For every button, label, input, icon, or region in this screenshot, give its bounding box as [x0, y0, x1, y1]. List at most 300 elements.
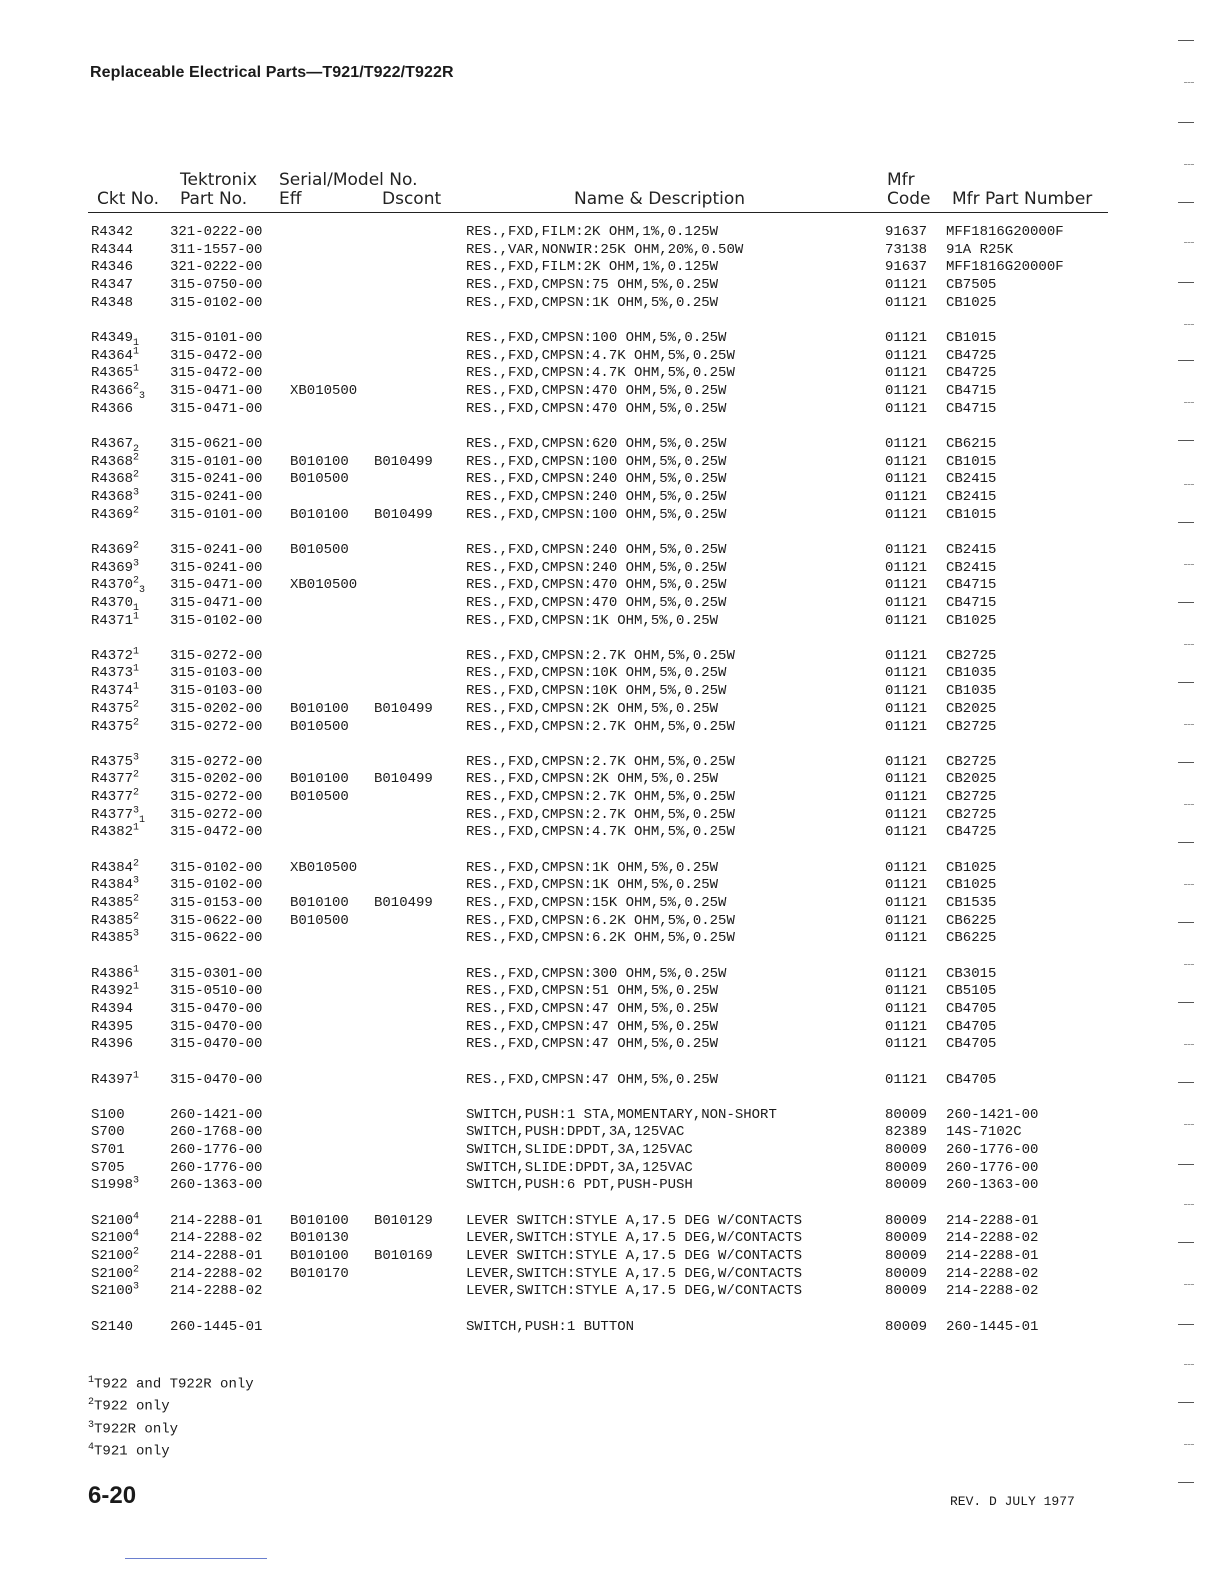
mfr-code: 01121 [885, 577, 928, 594]
tek-part-no: 315-0470-00 [170, 1018, 263, 1035]
mfr-part-number: CB6225 [946, 912, 997, 929]
table-row [0, 489, 1224, 507]
mfr-part-number: CB1025 [946, 294, 997, 311]
footnote-sup: 3 [133, 1175, 140, 1187]
row-group [0, 436, 1224, 524]
mfr-part-number: CB4725 [946, 365, 997, 382]
serial-eff: B010100 [290, 506, 349, 523]
tek-part-no: 315-0301-00 [170, 965, 263, 982]
mfr-code: 01121 [885, 471, 928, 488]
serial-eff: B010500 [290, 718, 349, 735]
serial-eff: XB010500 [290, 859, 358, 876]
tek-part-no: 321-0222-00 [170, 259, 263, 276]
mfr-code: 01121 [885, 488, 928, 505]
mfr-part-number: 91A R25K [946, 241, 1014, 258]
mfr-part-number: CB7505 [946, 277, 997, 294]
ckt-no: R4364$^1$ [91, 345, 140, 364]
name-description: RES.,FXD,CMPSN:1K OHM,5%,0.25W [466, 877, 719, 894]
row-group [0, 542, 1224, 630]
tek-part-no: 315-0621-00 [170, 435, 263, 452]
table-row [0, 983, 1224, 1001]
mfr-code: 80009 [885, 1230, 928, 1247]
serial-eff: XB010500 [290, 383, 358, 399]
footnote-sup: 1 [133, 646, 140, 658]
table-row [0, 383, 1224, 401]
mfr-part-number: CB2725 [946, 647, 997, 664]
tek-part-no: 315-0471-00 [170, 577, 263, 594]
footnote [88, 1394, 254, 1416]
footnote-sup: 1 [133, 363, 140, 375]
footnote-sup: 2 [133, 893, 140, 905]
mfr-part-number: CB1535 [946, 895, 997, 911]
name-description: RES.,FXD,CMPSN:2K OHM,5%,0.25W [466, 771, 719, 788]
mfr-part-number: CB3015 [946, 965, 997, 982]
mfr-part-number: CB1025 [946, 612, 997, 629]
tek-part-no: 315-0471-00 [170, 594, 263, 611]
footnote-sub: 1 [133, 602, 140, 614]
table-row [0, 683, 1224, 701]
mfr-part-number: CB4715 [946, 400, 997, 417]
header-mfr-part-number: Mfr Part Number [952, 189, 1093, 209]
tek-part-no: 315-0101-00 [170, 329, 263, 346]
ckt-no: R4344 [91, 241, 134, 258]
footnote-sup: 1 [133, 663, 140, 675]
mfr-code: 01121 [885, 789, 928, 806]
name-description: RES.,FXD,CMPSN:2.7K OHM,5%,0.25W [466, 647, 735, 664]
name-description: RES.,FXD,CMPSN:4.7K OHM,5%,0.25W [466, 347, 735, 364]
table-row [0, 665, 1224, 683]
mfr-code: 01121 [885, 435, 928, 452]
mfr-part-number: CB4705 [946, 1071, 997, 1088]
ckt-no: R4369$^3$ [91, 557, 140, 576]
mfr-code: 01121 [885, 383, 928, 399]
ckt-no: R4396 [91, 1036, 134, 1053]
table-row [0, 610, 1224, 631]
ckt-no: R4395 [91, 1018, 134, 1035]
table-row [0, 330, 1224, 348]
tek-part-no: 315-0622-00 [170, 912, 263, 929]
footnote-sup: 2 [133, 1264, 140, 1276]
table-row [0, 401, 1224, 419]
row-group [0, 1069, 1224, 1090]
footnote-sub: 2 [133, 443, 140, 455]
mfr-code: 01121 [885, 294, 928, 311]
name-description: RES.,FXD,CMPSN:10K OHM,5%,0.25W [466, 665, 727, 682]
mfr-part-number: 214-2288-02 [946, 1283, 1039, 1300]
ckt-no: R4384$^2$ [91, 857, 140, 876]
row-group [0, 224, 1224, 312]
tek-part-no: 315-0153-00 [170, 895, 263, 911]
name-description: RES.,FXD,CMPSN:47 OHM,5%,0.25W [466, 1018, 719, 1035]
serial-eff: B010100 [290, 771, 349, 788]
ckt-no: R4375$^2$ [91, 716, 140, 735]
mfr-code: 01121 [885, 912, 928, 929]
table-row [0, 242, 1224, 260]
footnote-sup: 2 [133, 469, 140, 481]
table-row [0, 224, 1224, 242]
footnote-sup: 2 [133, 769, 140, 781]
table-row [0, 1230, 1224, 1248]
tek-part-no: 315-0470-00 [170, 1000, 263, 1017]
mfr-code: 01121 [885, 665, 928, 682]
name-description: RES.,FXD,CMPSN:6.2K OHM,5%,0.25W [466, 912, 735, 929]
ckt-no: R4348 [91, 294, 134, 311]
mfr-part-number: CB2025 [946, 771, 997, 788]
serial-dscont: B010129 [374, 1212, 433, 1229]
footnote-sup: 3 [133, 805, 140, 817]
row-group [0, 1319, 1224, 1337]
tek-part-no: 315-0471-00 [170, 383, 263, 399]
table-row [0, 542, 1224, 560]
tek-part-no: 214-2288-01 [170, 1212, 263, 1229]
mfr-code: 01121 [885, 506, 928, 523]
tek-part-no: 214-2288-02 [170, 1230, 263, 1247]
mfr-part-number: CB2415 [946, 559, 997, 576]
table-row [0, 807, 1224, 825]
mfr-part-number: CB1015 [946, 453, 997, 470]
ckt-no: $R4367_2$ [91, 435, 140, 455]
name-description: RES.,FXD,CMPSN:2K OHM,5%,0.25W [466, 700, 719, 717]
mfr-code: 01121 [885, 277, 928, 294]
scan-margin-marks [1154, 30, 1194, 1550]
table-row [0, 504, 1224, 525]
ckt-no: S2100$^4$ [91, 1228, 140, 1247]
name-description: RES.,FXD,CMPSN:6.2K OHM,5%,0.25W [466, 930, 735, 947]
serial-eff: XB010500 [290, 577, 358, 594]
mfr-part-number: CB1015 [946, 506, 997, 523]
tek-part-no: 260-1445-01 [170, 1318, 263, 1335]
ckt-no: R4372$^1$ [91, 646, 140, 664]
table-row [0, 1107, 1224, 1125]
ckt-no: R4394 [91, 1000, 134, 1017]
tek-part-no: 315-0510-00 [170, 983, 263, 1000]
table-row [0, 451, 1224, 472]
footnote-sub: 1 [139, 814, 146, 826]
mfr-code: 01121 [885, 983, 928, 1000]
footnote-sup: 2 [133, 716, 140, 728]
serial-eff: B010500 [290, 789, 349, 806]
header-serial-model: Serial/Model No. [279, 170, 418, 190]
table-row [0, 471, 1224, 489]
mfr-part-number: 14S-7102C [946, 1124, 1022, 1141]
mfr-code: 91637 [885, 224, 928, 240]
footnote [88, 1417, 254, 1439]
serial-dscont: B010499 [374, 700, 433, 717]
ckt-no: S2100$^4$ [91, 1210, 140, 1229]
serial-eff: B010100 [290, 700, 349, 717]
table-row [0, 595, 1224, 613]
row-group [0, 1107, 1224, 1195]
table-row [0, 824, 1224, 842]
table-row [0, 857, 1224, 878]
footnote-sup: 2 [133, 911, 140, 923]
mfr-part-number: 260-1776-00 [946, 1142, 1039, 1159]
footnote-text: T922 and T922R only [94, 1376, 254, 1393]
ckt-no: $R4370^2_3$ [91, 575, 146, 596]
header-mfr: Mfr [887, 170, 915, 190]
mfr-part-number: CB5105 [946, 983, 997, 1000]
footnote-number: 2 [88, 1397, 95, 1409]
name-description: SWITCH,PUSH:1 BUTTON [466, 1318, 635, 1335]
tek-part-no: 214-2288-02 [170, 1265, 263, 1282]
name-description: SWITCH,SLIDE:DPDT,3A,125VAC [466, 1159, 693, 1176]
table-row [0, 1210, 1224, 1231]
mfr-part-number: 260-1445-01 [946, 1318, 1039, 1335]
mfr-code: 01121 [885, 859, 928, 876]
mfr-code: 80009 [885, 1318, 928, 1335]
footnote-sup: 2 [133, 699, 140, 711]
mfr-part-number: CB4715 [946, 594, 997, 611]
tek-part-no: 315-0241-00 [170, 559, 263, 576]
name-description: RES.,FXD,CMPSN:2.7K OHM,5%,0.25W [466, 789, 735, 806]
mfr-part-number: CB4705 [946, 1000, 997, 1017]
mfr-part-number: CB2725 [946, 753, 997, 770]
tek-part-no: 214-2288-02 [170, 1283, 263, 1300]
tek-part-no: 315-0102-00 [170, 859, 263, 876]
tek-part-no: 315-0272-00 [170, 647, 263, 664]
name-description: RES.,FXD,CMPSN:300 OHM,5%,0.25W [466, 965, 727, 982]
mfr-code: 80009 [885, 1142, 928, 1159]
table-row [0, 895, 1224, 913]
footnote-sup: 1 [133, 610, 140, 622]
ckt-no: $R4366^2_3$ [91, 381, 146, 402]
serial-dscont: B010499 [374, 771, 433, 788]
ckt-no: $R4377^3_1$ [91, 805, 146, 826]
mfr-code: 01121 [885, 683, 928, 700]
mfr-code: 01121 [885, 771, 928, 788]
page-number: 6-20 [88, 1482, 137, 1509]
name-description: RES.,FXD,CMPSN:470 OHM,5%,0.25W [466, 577, 727, 594]
name-description: RES.,FXD,CMPSN:10K OHM,5%,0.25W [466, 683, 727, 700]
mfr-part-number: CB4715 [946, 383, 997, 399]
ckt-no: R4369$^2$ [91, 540, 140, 558]
serial-dscont: B010499 [374, 895, 433, 911]
table-row [0, 648, 1224, 666]
name-description: RES.,FXD,CMPSN:15K OHM,5%,0.25W [466, 895, 727, 911]
footnote-sup: 2 [133, 381, 140, 393]
tek-part-no: 315-0202-00 [170, 771, 263, 788]
name-description: RES.,FXD,CMPSN:47 OHM,5%,0.25W [466, 1071, 719, 1088]
row-group [0, 330, 1224, 418]
tek-part-no: 315-0272-00 [170, 718, 263, 735]
ckt-no: R4397$^1$ [91, 1069, 140, 1088]
name-description: RES.,FXD,CMPSN:240 OHM,5%,0.25W [466, 471, 727, 488]
name-description: RES.,FXD,CMPSN:75 OHM,5%,0.25W [466, 277, 719, 294]
tek-part-no: 315-0272-00 [170, 789, 263, 806]
tek-part-no: 315-0470-00 [170, 1071, 263, 1088]
name-description: RES.,VAR,NONWIR:25K OHM,20%,0.50W [466, 241, 744, 258]
name-description: SWITCH,PUSH:1 STA,MOMENTARY,NON-SHORT [466, 1106, 777, 1123]
tek-part-no: 315-0241-00 [170, 488, 263, 505]
mfr-code: 01121 [885, 1018, 928, 1035]
mfr-code: 80009 [885, 1212, 928, 1229]
mfr-code: 80009 [885, 1106, 928, 1123]
footnote-sup: 2 [133, 451, 140, 463]
mfr-part-number: 260-1776-00 [946, 1159, 1039, 1176]
mfr-code: 01121 [885, 895, 928, 911]
mfr-part-number: CB4715 [946, 577, 997, 594]
mfr-code: 01121 [885, 594, 928, 611]
table-row [0, 1019, 1224, 1037]
parts-table [0, 224, 1224, 1354]
name-description: SWITCH,PUSH:6 PDT,PUSH-PUSH [466, 1177, 693, 1194]
name-description: RES.,FXD,CMPSN:470 OHM,5%,0.25W [466, 383, 727, 399]
table-row [0, 1319, 1224, 1337]
table-row [0, 1124, 1224, 1142]
tek-part-no: 315-0272-00 [170, 806, 263, 823]
name-description: RES.,FXD,CMPSN:1K OHM,5%,0.25W [466, 859, 719, 876]
mfr-code: 80009 [885, 1265, 928, 1282]
ckt-no: S705 [91, 1159, 125, 1176]
mfr-code: 01121 [885, 612, 928, 629]
footnote-sub: 3 [139, 390, 146, 402]
tek-part-no: 315-0472-00 [170, 365, 263, 382]
mfr-part-number: CB2725 [946, 806, 997, 823]
bottom-rule [125, 1558, 267, 1559]
name-description: RES.,FXD,CMPSN:100 OHM,5%,0.25W [466, 329, 727, 346]
table-row [0, 1001, 1224, 1019]
footnote-sup: 2 [133, 857, 140, 869]
name-description: RES.,FXD,CMPSN:470 OHM,5%,0.25W [466, 400, 727, 417]
mfr-part-number: CB1025 [946, 859, 997, 876]
footnote-text: T922 only [94, 1398, 170, 1415]
footnote-sup: 3 [133, 557, 140, 569]
ckt-no: S700 [91, 1124, 125, 1141]
ckt-no: R4368$^2$ [91, 469, 140, 488]
name-description: RES.,FXD,CMPSN:470 OHM,5%,0.25W [466, 594, 727, 611]
mfr-code: 01121 [885, 930, 928, 947]
table-row [0, 277, 1224, 295]
tek-part-no: 260-1776-00 [170, 1142, 263, 1159]
mfr-code: 80009 [885, 1283, 928, 1300]
tek-part-no: 315-0622-00 [170, 930, 263, 947]
ckt-no: R4375$^3$ [91, 752, 140, 770]
footnote-sup: 3 [133, 752, 140, 764]
serial-eff: B010100 [290, 1212, 349, 1229]
tek-part-no: 315-0101-00 [170, 506, 263, 523]
table-row [0, 1160, 1224, 1178]
footnote [88, 1372, 254, 1394]
name-description: RES.,FXD,CMPSN:1K OHM,5%,0.25W [466, 294, 719, 311]
footnote-sup: 1 [133, 822, 140, 834]
name-description: LEVER,SWITCH:STYLE A,17.5 DEG,W/CONTACTS [466, 1265, 803, 1282]
name-description: RES.,FXD,FILM:2K OHM,1%,0.125W [466, 224, 719, 240]
table-row [0, 365, 1224, 383]
ckt-no: R4377$^2$ [91, 769, 140, 788]
mfr-code: 80009 [885, 1159, 928, 1176]
ckt-no: R4365$^1$ [91, 363, 140, 382]
mfr-part-number: MFF1816G20000F [946, 259, 1064, 276]
tek-part-no: 315-0241-00 [170, 471, 263, 488]
mfr-part-number: CB4725 [946, 347, 997, 364]
footnote-sup: 1 [133, 345, 140, 357]
ckt-no: $R4349_1$ [91, 329, 140, 349]
name-description: RES.,FXD,CMPSN:4.7K OHM,5%,0.25W [466, 824, 735, 841]
mfr-code: 01121 [885, 700, 928, 717]
mfr-part-number: CB2415 [946, 488, 997, 505]
footnote-text: T922R only [94, 1421, 179, 1438]
name-description: RES.,FXD,CMPSN:51 OHM,5%,0.25W [466, 983, 719, 1000]
mfr-code: 01121 [885, 453, 928, 470]
tek-part-no: 260-1768-00 [170, 1124, 263, 1141]
mfr-part-number: CB4725 [946, 824, 997, 841]
tek-part-no: 315-0103-00 [170, 683, 263, 700]
mfr-part-number: CB1025 [946, 877, 997, 894]
ckt-no: R4386$^1$ [91, 963, 140, 982]
ckt-no: R4347 [91, 277, 134, 294]
ckt-no: R4384$^3$ [91, 875, 140, 894]
mfr-part-number: 214-2288-01 [946, 1212, 1039, 1229]
tek-part-no: 315-0202-00 [170, 700, 263, 717]
serial-eff: B010500 [290, 541, 349, 558]
table-row [0, 754, 1224, 772]
footnote-sup: 1 [133, 681, 140, 693]
mfr-code: 01121 [885, 559, 928, 576]
mfr-code: 91637 [885, 259, 928, 276]
name-description: SWITCH,PUSH:DPDT,3A,125VAC [466, 1124, 685, 1141]
name-description: RES.,FXD,CMPSN:4.7K OHM,5%,0.25W [466, 365, 735, 382]
footnote-sup: 4 [133, 1210, 140, 1222]
footnote-sup: 3 [133, 487, 140, 499]
ckt-no: S701 [91, 1142, 125, 1159]
ckt-no: R4385$^2$ [91, 911, 140, 929]
footnote-text: T921 only [94, 1443, 170, 1460]
row-group [0, 648, 1224, 736]
tek-part-no: 315-0750-00 [170, 277, 263, 294]
table-row [0, 716, 1224, 737]
ckt-no: R4342 [91, 224, 134, 240]
tek-part-no: 315-0470-00 [170, 1036, 263, 1053]
tek-part-no: 260-1421-00 [170, 1106, 263, 1123]
mfr-part-number: CB6215 [946, 435, 997, 452]
ckt-no: R4377$^2$ [91, 787, 140, 806]
tek-part-no: 315-0102-00 [170, 294, 263, 311]
ckt-no: S2100$^3$ [91, 1281, 140, 1300]
ckt-no: $R4370_1$ [91, 594, 140, 614]
name-description: LEVER,SWITCH:STYLE A,17.5 DEG,W/CONTACTS [466, 1283, 803, 1300]
serial-dscont: B010499 [374, 506, 433, 523]
name-description: RES.,FXD,CMPSN:100 OHM,5%,0.25W [466, 453, 727, 470]
name-description: LEVER,SWITCH:STYLE A,17.5 DEG,W/CONTACTS [466, 1230, 803, 1247]
mfr-code: 01121 [885, 824, 928, 841]
name-description: RES.,FXD,CMPSN:100 OHM,5%,0.25W [466, 506, 727, 523]
mfr-part-number: 260-1421-00 [946, 1106, 1039, 1123]
row-group [0, 857, 1224, 948]
header-tektronix: Tektronix [180, 170, 258, 190]
table-row [0, 577, 1224, 595]
mfr-code: 01121 [885, 647, 928, 664]
footnote-sup: 2 [133, 575, 140, 587]
header-ckt-no: Ckt No. [97, 189, 160, 209]
mfr-part-number: CB2725 [946, 718, 997, 735]
table-row [0, 1266, 1224, 1284]
mfr-code: 01121 [885, 965, 928, 982]
tek-part-no: 315-0471-00 [170, 400, 263, 417]
ckt-no: S100 [91, 1106, 125, 1123]
name-description: RES.,FXD,CMPSN:240 OHM,5%,0.25W [466, 559, 727, 576]
mfr-code: 01121 [885, 365, 928, 382]
ckt-no: R4385$^3$ [91, 928, 140, 947]
name-description: RES.,FXD,CMPSN:47 OHM,5%,0.25W [466, 1000, 719, 1017]
table-row [0, 913, 1224, 931]
footnote-number: 4 [88, 1441, 95, 1453]
ckt-no: R4368$^2$ [91, 451, 140, 470]
table-row [0, 1142, 1224, 1160]
name-description: RES.,FXD,CMPSN:2.7K OHM,5%,0.25W [466, 753, 735, 770]
footnote-number: 3 [88, 1419, 95, 1431]
tek-part-no: 315-0102-00 [170, 877, 263, 894]
row-group [0, 1210, 1224, 1301]
